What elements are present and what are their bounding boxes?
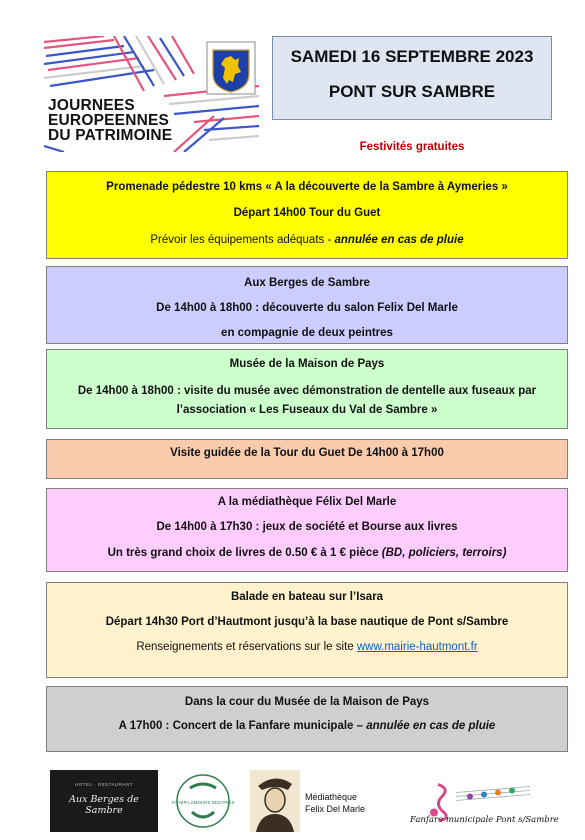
event-boat-info (47, 640, 567, 654)
event-library-books-text: Un très grand choix de livres de 0.50 € à 1 € pièce (107, 547, 382, 559)
sponsor-aux-berges-logo (50, 770, 158, 832)
event-library-time: De 14h00 à 17h30 : jeux de société et Bourse aux livres (156, 521, 458, 533)
event-walk-note-text: Prévoir les équipements adéquats - (150, 234, 335, 246)
event-library-title: A la médiathèque Félix Del Marle (217, 496, 397, 508)
mairie-hautmont-link[interactable]: www.mairie-hautmont.fr (356, 641, 478, 653)
event-boat (46, 582, 568, 678)
event-walk (46, 171, 568, 259)
jep-line-3: DU PATRIMOINE (48, 127, 173, 144)
event-concert-title: Dans la cour du Musée de la Maison de Pays (184, 696, 430, 708)
title-box (272, 36, 552, 120)
event-museum-time: De 14h00 à 18h00 : visite du musée avec démonstration de dentelle aux fuseaux par (77, 385, 537, 397)
event-museum-title: Musée de la Maison de Pays (229, 358, 385, 370)
event-berges (46, 266, 568, 344)
foyer-logo-icon (170, 770, 236, 832)
event-library (46, 488, 568, 572)
event-berges-time: De 14h00 à 18h00 : découverte du salon Felix Del Marle (156, 302, 458, 314)
sponsor-mediatheque (305, 791, 365, 815)
foyer-logo-text: FOYER LAMOURS DES PRÉS (171, 800, 235, 805)
event-concert-cancel-note: annulée en cas de pluie (366, 720, 496, 732)
event-walk-note (47, 233, 567, 247)
event-walk-cancel-note: annulée en cas de pluie (334, 234, 464, 246)
event-concert (46, 686, 568, 752)
del-marle-portrait-icon (250, 770, 300, 832)
free-festivities-label: Festivités gratuites (359, 141, 465, 153)
event-concert-time (47, 719, 567, 733)
event-library-books-genres: (BD, policiers, terroirs) (381, 547, 507, 559)
event-boat-departure: Départ 14h30 Port d’Hautmont jusqu’à la base nautique de Pont s/Sambre (105, 616, 509, 628)
event-tour-title: Visite guidée de la Tour du Guet De 14h00 à 17h00 (170, 447, 444, 459)
event-walk-departure: Départ 14h00 Tour du Guet (233, 207, 381, 219)
sponsor-mediatheque-line1: Médiathèque (305, 792, 358, 802)
sponsor-mediatheque-line2: Felix Del Marle (305, 804, 366, 814)
jep-logo-text (48, 98, 172, 143)
jep-logo (44, 36, 260, 152)
event-boat-info-text: Renseignements et réservations sur le site (136, 641, 357, 653)
event-date: SAMEDI 16 SEPTEMBRE 2023 (290, 47, 534, 66)
event-boat-title: Balade en bateau sur l’Isara (230, 591, 384, 603)
event-concert-time-text: A 17h00 : Concert de la Fanfare municipale – (118, 720, 367, 732)
sponsor-aux-berges-header: HOTEL · RESTAURANT (74, 782, 133, 787)
event-place: PONT SUR SAMBRE (328, 82, 496, 101)
event-walk-title: Promenade pédestre 10 kms « A la découverte de la Sambre à Aymeries » (106, 181, 508, 193)
jep-line-1: JOURNEES (48, 97, 135, 114)
jep-line-2: EUROPEENNES (48, 112, 170, 129)
event-berges-detail: en compagnie de deux peintres (221, 327, 393, 339)
event-library-books (47, 546, 567, 560)
sponsor-aux-berges-name: Aux Berges de Sambre (69, 794, 139, 816)
event-tour (46, 439, 568, 479)
event-museum (46, 349, 568, 429)
event-museum-detail: l’association « Les Fuseaux du Val de Sambre » (176, 404, 438, 416)
town-crest-icon (205, 40, 257, 96)
event-berges-title: Aux Berges de Sambre (244, 277, 370, 289)
sponsor-fanfare: Fanfare municipale Pont s/Sambre (410, 815, 559, 825)
